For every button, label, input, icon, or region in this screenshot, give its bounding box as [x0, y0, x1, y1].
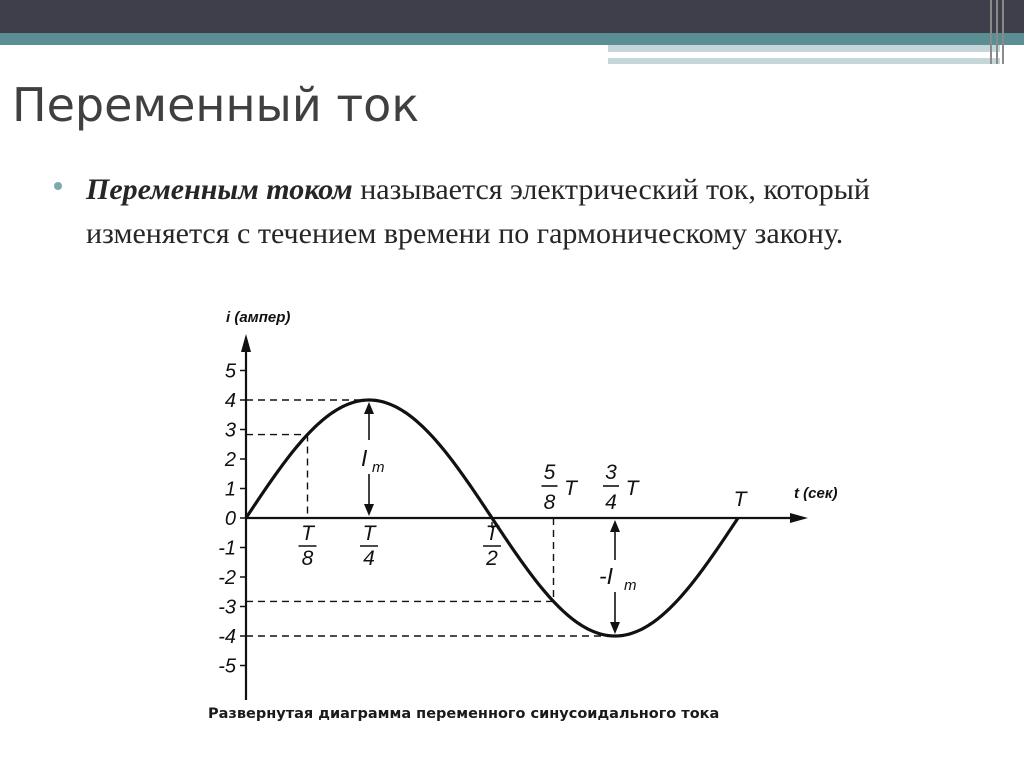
data-point [737, 517, 740, 520]
definition-rest: называется электрический ток, который изменяется с течением времени по гармоническому закону. [86, 173, 870, 250]
data-point [245, 517, 248, 520]
neg-im-label: -I [599, 563, 614, 589]
im-arrow-head-down [364, 504, 374, 516]
x-axis-arrow [790, 513, 808, 523]
x-tick-denominator: 8 [301, 547, 314, 570]
y-axis-arrow [241, 334, 251, 352]
x-axis-label: t (сек) [794, 485, 838, 502]
im-label: I [361, 445, 368, 471]
slide-title: Переменный ток [12, 78, 420, 132]
chart-caption: Развернутая диаграмма переменного синусоидального тока [208, 706, 720, 722]
y-tick-label: 3 [224, 419, 236, 442]
im-label-sub: m [372, 459, 385, 476]
data-point [614, 635, 617, 638]
x-tick-numerator: 5 [543, 461, 556, 484]
x-tick-numerator: 3 [605, 461, 617, 484]
x-tick-numerator: T [485, 522, 499, 545]
neg-im-label-sub: m [624, 577, 637, 594]
x-tick-suffix: T [625, 477, 639, 500]
x-tick-numerator: T [362, 522, 376, 545]
y-tick-label: 1 [224, 478, 236, 501]
x-tick-denominator: 4 [363, 547, 375, 570]
y-axis-label: i (ампер) [226, 309, 291, 326]
y-tick-label: -4 [218, 626, 236, 648]
neg-im-arrow-head-down [610, 622, 620, 634]
y-tick-label: -3 [218, 596, 236, 619]
x-tick-numerator: T [301, 522, 314, 545]
x-tick-denominator: 4 [605, 491, 617, 514]
im-arrow-head-up [364, 402, 374, 414]
y-tick-label: 0 [224, 508, 236, 530]
y-tick-label: 2 [224, 449, 236, 471]
y-tick-label: 5 [224, 360, 236, 383]
y-tick-label: -1 [218, 537, 236, 560]
y-tick-label: -2 [218, 567, 236, 589]
definition-term: Переменным током [86, 173, 353, 206]
x-tick-denominator: 2 [486, 547, 498, 570]
x-tick-denominator: 8 [543, 491, 556, 514]
y-tick-label: -5 [218, 655, 236, 678]
y-tick-label: 4 [224, 390, 236, 412]
neg-im-arrow-head-up [610, 520, 620, 532]
data-point [491, 517, 494, 520]
x-tick-suffix: T [564, 477, 577, 500]
x-tick-label: T [733, 488, 747, 511]
